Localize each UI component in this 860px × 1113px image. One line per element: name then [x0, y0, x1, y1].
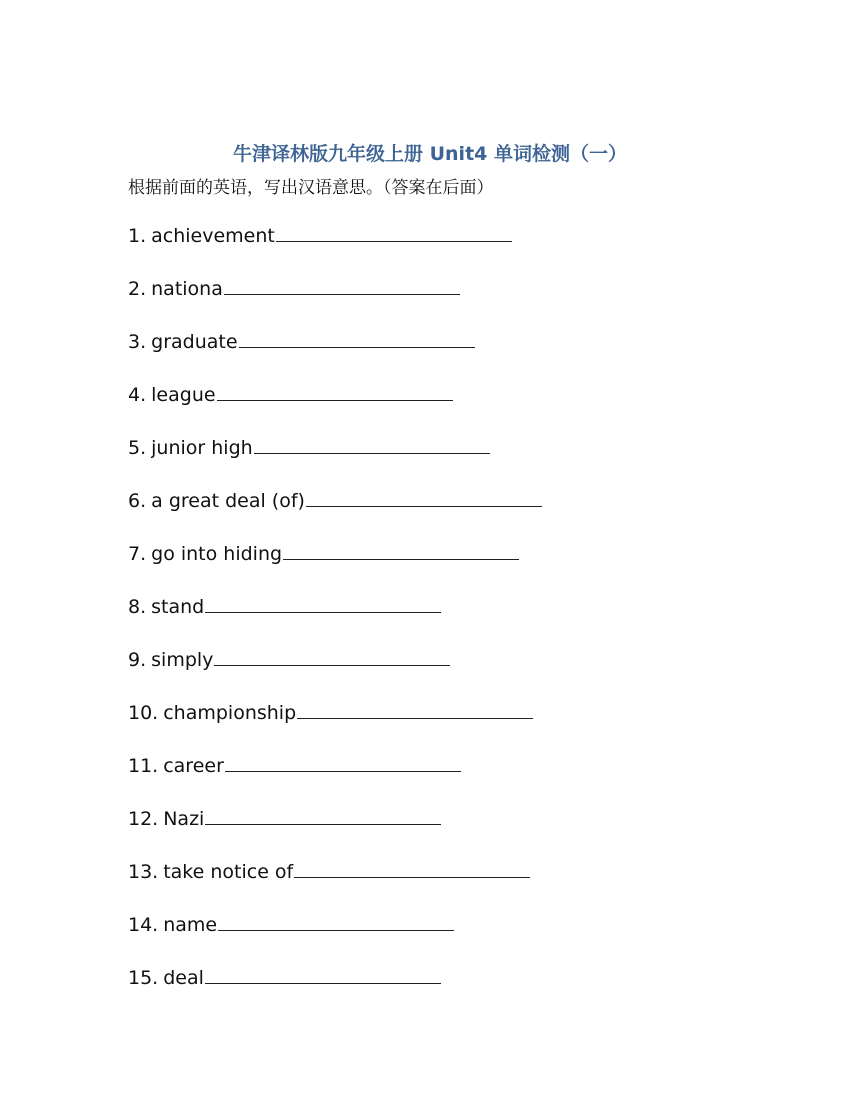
list-item	[128, 327, 768, 380]
item-number: 15.	[128, 967, 159, 989]
item-word: career	[163, 755, 224, 777]
list-item	[128, 698, 768, 751]
item-number: 7.	[128, 543, 147, 565]
answer-blank[interactable]	[205, 963, 441, 984]
item-word: stand	[151, 596, 205, 618]
list-item	[128, 963, 768, 1016]
answer-blank[interactable]	[217, 380, 453, 401]
list-item	[128, 910, 768, 963]
item-number: 1.	[128, 225, 147, 247]
list-item	[128, 486, 768, 539]
answer-blank[interactable]	[205, 592, 441, 613]
list-item	[128, 274, 768, 327]
page-title: 牛津译林版九年级上册 Unit4 单词检测（一）	[232, 143, 627, 165]
item-number: 10.	[128, 702, 159, 724]
item-number: 2.	[128, 278, 147, 300]
answer-blank[interactable]	[224, 274, 460, 295]
item-number: 14.	[128, 914, 159, 936]
item-number: 12.	[128, 808, 159, 830]
item-word: deal	[163, 967, 204, 989]
item-word: championship	[163, 702, 297, 724]
instruction-text: 根据前面的英语，写出汉语意思。（答案在后面）	[128, 178, 494, 198]
item-number: 8.	[128, 596, 147, 618]
vocab-list	[128, 221, 768, 1016]
item-word: Nazi	[163, 808, 205, 830]
item-word: nationa	[151, 278, 223, 300]
answer-blank[interactable]	[225, 751, 461, 772]
list-item	[128, 380, 768, 433]
answer-blank[interactable]	[297, 698, 533, 719]
list-item	[128, 804, 768, 857]
item-word: league	[151, 384, 216, 406]
list-item	[128, 645, 768, 698]
answer-blank[interactable]	[276, 221, 512, 242]
answer-blank[interactable]	[283, 539, 519, 560]
list-item	[128, 751, 768, 804]
item-number: 6.	[128, 490, 147, 512]
item-word: go into hiding	[151, 543, 283, 565]
list-item	[128, 433, 768, 486]
list-item	[128, 592, 768, 645]
list-item	[128, 539, 768, 592]
item-number: 9.	[128, 649, 147, 671]
answer-blank[interactable]	[306, 486, 542, 507]
item-number: 3.	[128, 331, 147, 353]
answer-blank[interactable]	[254, 433, 490, 454]
item-word: take notice of	[163, 861, 294, 883]
item-word: simply	[151, 649, 214, 671]
list-item	[128, 221, 768, 274]
item-word: junior high	[151, 437, 253, 459]
item-word: name	[163, 914, 218, 936]
list-item	[128, 857, 768, 910]
item-word: a great deal (of)	[151, 490, 305, 512]
answer-blank[interactable]	[205, 804, 441, 825]
item-number: 11.	[128, 755, 159, 777]
answer-blank[interactable]	[294, 857, 530, 878]
item-number: 5.	[128, 437, 147, 459]
answer-blank[interactable]	[218, 910, 454, 931]
answer-blank[interactable]	[239, 327, 475, 348]
item-word: achievement	[151, 225, 275, 247]
item-number: 4.	[128, 384, 147, 406]
item-number: 13.	[128, 861, 159, 883]
item-word: graduate	[151, 331, 238, 353]
answer-blank[interactable]	[214, 645, 450, 666]
